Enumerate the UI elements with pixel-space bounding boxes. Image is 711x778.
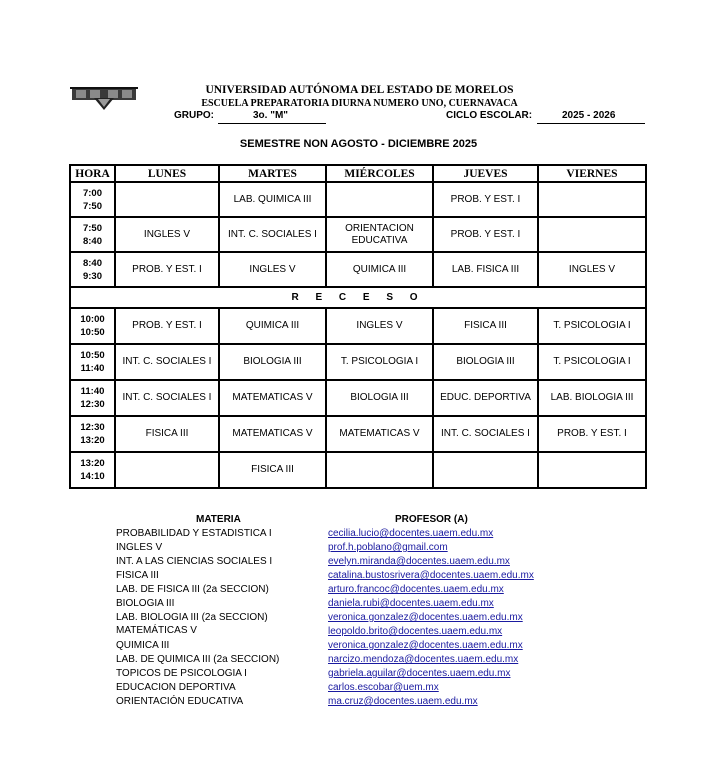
- subject-name: MATEMÁTICAS V: [116, 625, 197, 636]
- subject-name: LAB. DE FISICA III (2a SECCION): [116, 584, 269, 595]
- class-cell: BIOLOGIA III: [326, 380, 433, 416]
- teacher-email-link[interactable]: leopoldo.brito@docentes.uaem.edu.mx: [328, 626, 503, 637]
- schedule-header-row: [70, 165, 646, 182]
- class-cell: ORIENTACION EDUCATIVA: [326, 217, 433, 252]
- teacher-email-link[interactable]: catalina.bustosrivera@docentes.uaem.edu.mx: [328, 570, 534, 581]
- column-header: JUEVES: [433, 165, 538, 182]
- time-cell: 7:50 8:40: [70, 217, 115, 252]
- time-cell: 12:30 13:20: [70, 416, 115, 452]
- class-cell: INGLES V: [219, 252, 326, 287]
- cycle-underline: [537, 123, 645, 124]
- schedule-row: [70, 380, 646, 416]
- class-cell: PROB. Y EST. I: [433, 182, 538, 217]
- class-cell: PROB. Y EST. I: [433, 217, 538, 252]
- teacher-email-link[interactable]: veronica.gonzalez@docentes.uaem.edu.mx: [328, 612, 523, 623]
- schedule-row: [70, 182, 646, 217]
- class-cell: [538, 217, 646, 252]
- class-cell: INT. C. SOCIALES I: [433, 416, 538, 452]
- class-cell: PROB. Y EST. I: [538, 416, 646, 452]
- semester-title: SEMESTRE NON AGOSTO - DICIEMBRE 2025: [239, 138, 478, 150]
- group-label: GRUPO:: [174, 110, 214, 121]
- subject-name: EDUCACION DEPORTIVA: [116, 682, 236, 693]
- class-cell: EDUC. DEPORTIVA: [433, 380, 538, 416]
- group-value: 3o. "M": [253, 110, 289, 121]
- schedule-row: [70, 416, 646, 452]
- teacher-email-link[interactable]: ma.cruz@docentes.uaem.edu.mx: [328, 696, 478, 707]
- teacher-email-link[interactable]: arturo.francoc@docentes.uaem.edu.mx: [328, 584, 504, 595]
- recess-row: [70, 287, 646, 308]
- cycle-value: 2025 - 2026: [562, 110, 616, 121]
- column-header: MARTES: [219, 165, 326, 182]
- schedule-table: [69, 164, 647, 489]
- schedule-row: [70, 252, 646, 287]
- class-cell: [326, 452, 433, 488]
- teacher-email-link[interactable]: evelyn.miranda@docentes.uaem.edu.mx: [328, 556, 510, 567]
- subject-name: BIOLOGIA III: [116, 598, 175, 609]
- teacher-email-link[interactable]: cecilia.lucio@docentes.uaem.edu.mx: [328, 528, 494, 539]
- subject-name: INT. A LAS CIENCIAS SOCIALES I: [116, 556, 273, 567]
- class-cell: BIOLOGIA III: [219, 344, 326, 380]
- column-header: VIERNES: [538, 165, 646, 182]
- university-name: UNIVERSIDAD AUTÓNOMA DEL ESTADO DE MORELOS: [205, 84, 514, 96]
- time-cell: 11:40 12:30: [70, 380, 115, 416]
- column-header: LUNES: [115, 165, 219, 182]
- class-cell: INT. C. SOCIALES I: [219, 217, 326, 252]
- class-cell: [115, 182, 219, 217]
- class-cell: INT. C. SOCIALES I: [115, 344, 219, 380]
- class-cell: LAB. BIOLOGIA III: [538, 380, 646, 416]
- schedule-row: [70, 308, 646, 344]
- subject-name: PROBABILIDAD Y ESTADISTICA I: [116, 528, 272, 539]
- class-cell: FISICA III: [219, 452, 326, 488]
- teacher-column-header: PROFESOR (A): [395, 514, 468, 525]
- teacher-email-link[interactable]: daniela.rubi@docentes.uaem.edu.mx: [328, 598, 494, 609]
- class-cell: QUIMICA III: [219, 308, 326, 344]
- class-cell: T. PSICOLOGIA I: [538, 308, 646, 344]
- class-cell: PROB. Y EST. I: [115, 252, 219, 287]
- time-cell: 10:50 11:40: [70, 344, 115, 380]
- schedule-row: [70, 344, 646, 380]
- subject-name: TOPICOS DE PSICOLOGIA I: [116, 668, 247, 679]
- column-header: MIÉRCOLES: [326, 165, 433, 182]
- class-cell: QUIMICA III: [326, 252, 433, 287]
- schedule-row: [70, 217, 646, 252]
- class-cell: T. PSICOLOGIA I: [538, 344, 646, 380]
- subject-column-header: MATERIA: [196, 514, 241, 525]
- class-cell: T. PSICOLOGIA I: [326, 344, 433, 380]
- class-cell: INGLES V: [115, 217, 219, 252]
- cycle-label: CICLO ESCOLAR:: [446, 110, 533, 121]
- subject-name: INGLES V: [116, 542, 163, 553]
- class-cell: MATEMATICAS V: [326, 416, 433, 452]
- class-cell: [433, 452, 538, 488]
- class-cell: BIOLOGIA III: [433, 344, 538, 380]
- teacher-email-link[interactable]: carlos.escobar@uem.mx: [328, 682, 439, 693]
- school-name: ESCUELA PREPARATORIA DIURNA NUMERO UNO, CUERNAVACA: [201, 98, 518, 109]
- teacher-email-link[interactable]: narcizo.mendoza@docentes.uaem.edu.mx: [328, 654, 519, 665]
- schedule-row: [70, 452, 646, 488]
- time-cell: 10:00 10:50: [70, 308, 115, 344]
- subject-name: FISICA III: [116, 570, 159, 581]
- class-cell: MATEMATICAS V: [219, 416, 326, 452]
- subject-name: ORIENTACIÓN EDUCATIVA: [116, 696, 244, 707]
- class-cell: FISICA III: [115, 416, 219, 452]
- class-cell: INGLES V: [326, 308, 433, 344]
- time-cell: 13:20 14:10: [70, 452, 115, 488]
- subject-name: QUIMICA III: [116, 640, 170, 651]
- class-cell: [538, 452, 646, 488]
- teacher-email-link[interactable]: prof.h.poblano@gmail.com: [328, 542, 448, 553]
- class-cell: INGLES V: [538, 252, 646, 287]
- class-cell: PROB. Y EST. I: [115, 308, 219, 344]
- group-underline: [218, 123, 326, 124]
- recess-label: R E C E S O: [70, 287, 646, 308]
- class-cell: [326, 182, 433, 217]
- class-cell: LAB. FISICA III: [433, 252, 538, 287]
- class-cell: FISICA III: [433, 308, 538, 344]
- subject-name: LAB. DE QUIMICA III (2a SECCION): [116, 654, 280, 665]
- teacher-email-link[interactable]: veronica.gonzalez@docentes.uaem.edu.mx: [328, 640, 523, 651]
- column-header: HORA: [70, 165, 115, 182]
- class-cell: [538, 182, 646, 217]
- class-cell: LAB. QUIMICA III: [219, 182, 326, 217]
- time-cell: 7:00 7:50: [70, 182, 115, 217]
- class-cell: [115, 452, 219, 488]
- time-cell: 8:40 9:30: [70, 252, 115, 287]
- teacher-email-link[interactable]: gabriela.aguilar@docentes.uaem.edu.mx: [328, 668, 511, 679]
- class-cell: MATEMATICAS V: [219, 380, 326, 416]
- subject-name: LAB. BIOLOGIA III (2a SECCION): [116, 612, 268, 623]
- class-cell: INT. C. SOCIALES I: [115, 380, 219, 416]
